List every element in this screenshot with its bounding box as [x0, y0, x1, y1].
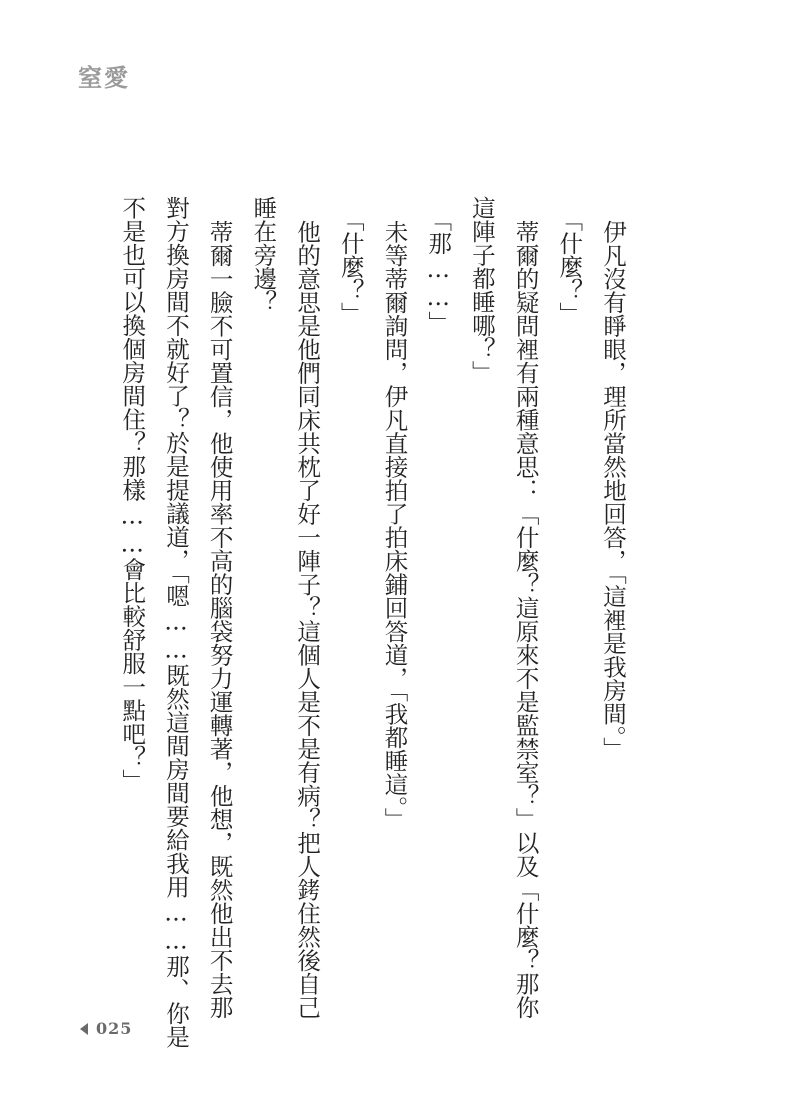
left-triangle-icon [80, 1023, 88, 1035]
paragraph-3-line-2: 這陣子都睡哪？」 [467, 196, 496, 384]
paragraph-8-line-3: 不是也可以換個房間住？那樣……會比較舒服一點吧？」 [118, 196, 147, 793]
paragraph-4: 「那……」 [424, 207, 453, 335]
paragraph-2: 「什麼？」 [555, 207, 584, 326]
page-number: 025 [96, 1019, 133, 1038]
paragraph-5: 未等蒂爾詢問，伊凡直接拍了拍床鋪回答道，「我都睡這。」 [380, 219, 409, 831]
paragraph-3-line-1: 蒂爾的疑問裡有兩種意思：「什麼？這原來不是監禁室？」以及「什麼？那你 [511, 219, 540, 1019]
vertical-text-body [110, 196, 634, 1076]
paragraph-7-line-2: 睡在旁邊？ [249, 196, 278, 314]
page-footer [80, 1019, 132, 1038]
paragraph-1: 伊凡沒有睜眼，理所當然地回答，「這裡是我房間。」 [599, 219, 627, 760]
paragraph-8-line-2: 對方換房間不就好了？於是提議道，「嗯……既然這間房間要給我用……那、你是 [161, 196, 190, 1049]
paragraph-7-line-1: 他的意思是他們同床共枕了好一陣子？這個人是不是有病？把人銬住然後自己 [293, 219, 322, 1019]
paragraph-6: 「什麼？」 [336, 207, 365, 326]
paragraph-8-line-1: 蒂爾一臉不可置信，他使用率不高的腦袋努力運轉著，他想，既然他出不去那 [205, 219, 234, 1019]
book-title: 窒愛 [78, 63, 130, 92]
